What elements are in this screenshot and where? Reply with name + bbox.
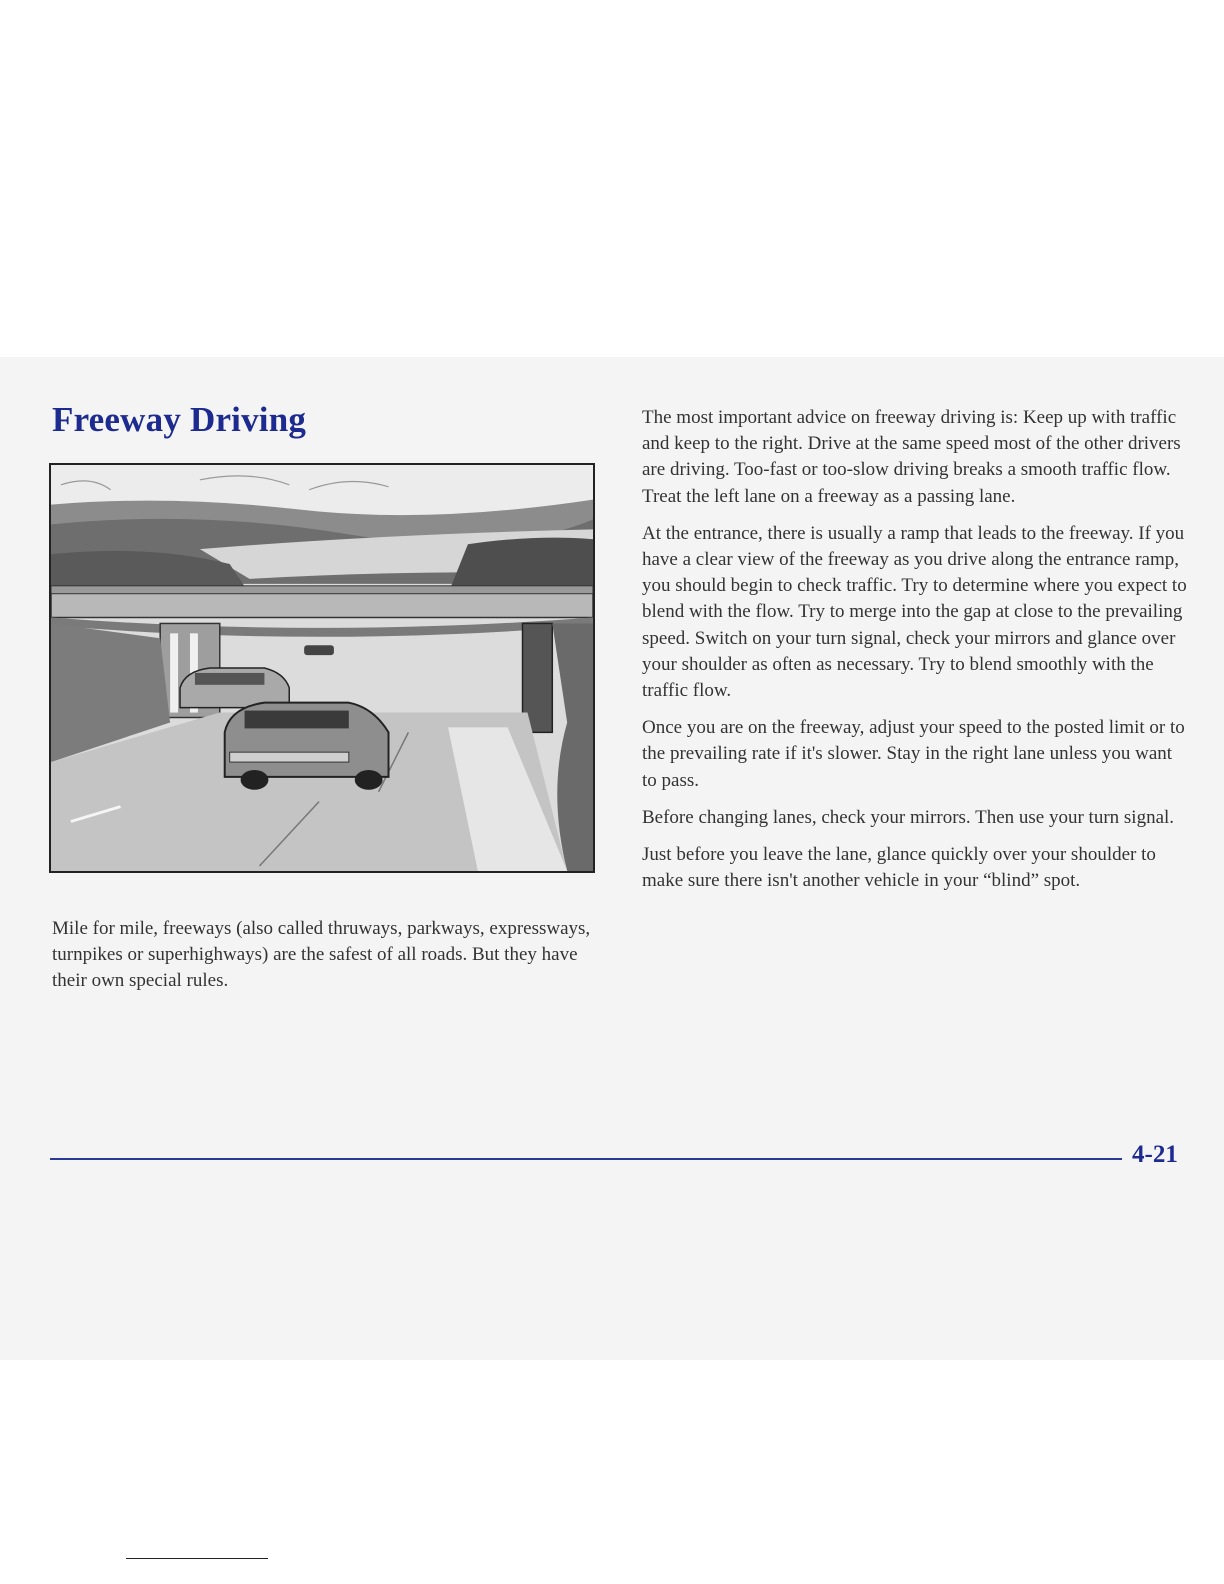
intro-paragraph: Mile for mile, freeways (also called thruways, parkways, expressways, turnpikes or superhighways) are the safest of all roads. But they have their own special rules. — [52, 918, 591, 991]
body-paragraph: Just before you leave the lane, glance quickly over your shoulder to make sure there isn't another vehicle in your “blind” spot. — [642, 844, 1156, 892]
section-title: Freeway Driving — [52, 400, 307, 439]
footer-rule — [50, 1158, 1122, 1160]
right-column — [642, 405, 1190, 905]
freeway-overpass-illustration — [49, 463, 595, 873]
body-paragraph: At the entrance, there is usually a ramp that leads to the freeway. If you have a clear view of the freeway as you drive along the entrance ramp, you should begin to check traffic. Try to determine where you expect to blend with the flow. Try to merge into the gap at close to the prevailing speed. Switch on your turn signal, check your mirrors and glance over your shoulder as often as necessary. Try to blend smoothly with the traffic flow. — [642, 522, 1187, 702]
body-paragraph: Before changing lanes, check your mirrors. Then use your turn signal. — [642, 806, 1175, 828]
body-paragraph: Once you are on the freeway, adjust your speed to the posted limit or to the prevailing rate if it's slower. Stay in the right lane unless you want to pass. — [642, 717, 1185, 791]
body-paragraph: The most important advice on freeway driving is: Keep up with traffic and keep to the right. Drive at the same speed most of the other drivers are driving. Too-fast or too-slow driving breaks a smooth traffic flow. Treat the left lane on a freeway as a passing lane. — [642, 407, 1181, 507]
page-number: 4-21 — [1132, 1141, 1178, 1168]
bottom-divider — [126, 1558, 268, 1559]
